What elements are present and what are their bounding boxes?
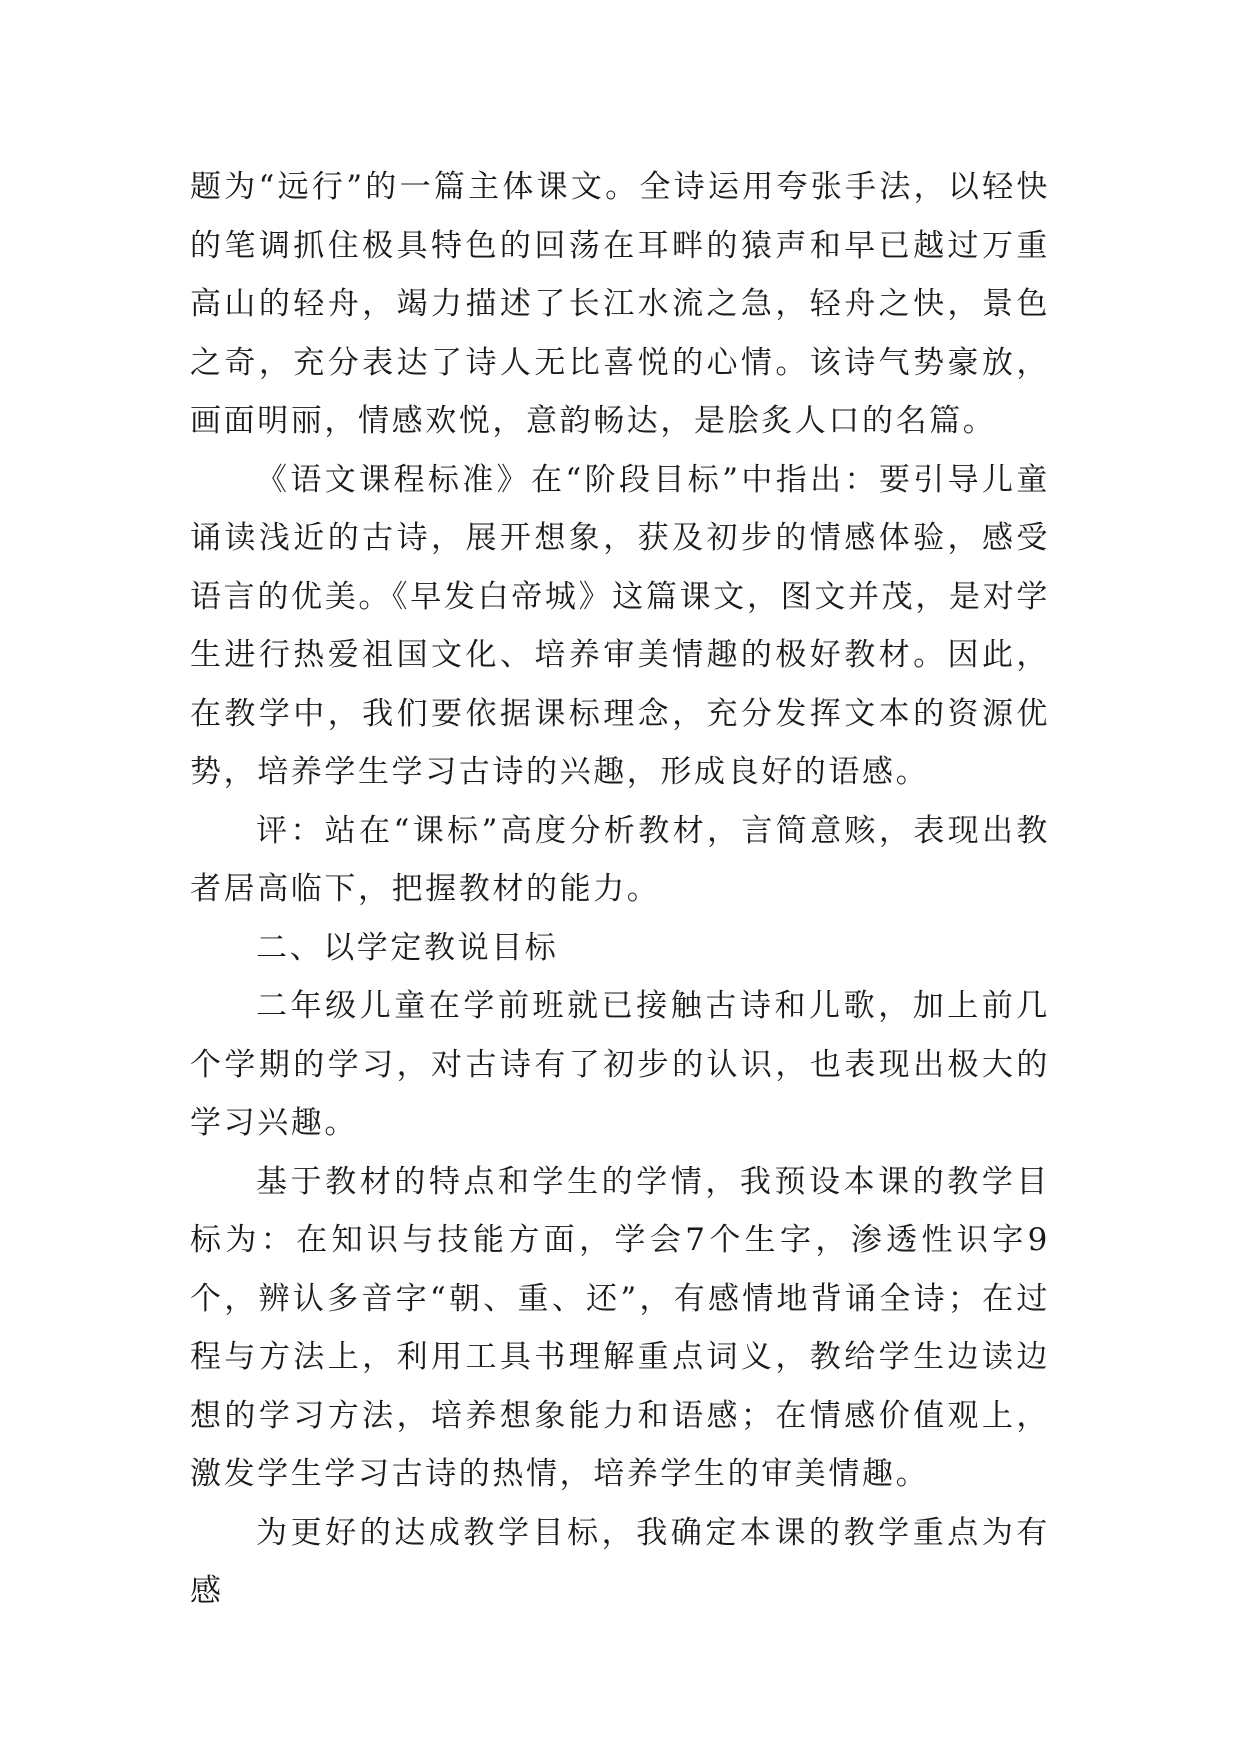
document-body [190, 158, 1050, 1621]
paragraph-curriculum-standard: 《语文课程标准》在“阶段目标”中指出：要引导儿童诵读浅近的古诗，展开想象，获及初步的情感体验，感受语言的优美。《早发白帝城》这篇课文，图文并茂，是对学生进行热爱祖国文化、培养审美情趣的极好教材。因此，在教学中，我们要依据课标理念，充分发挥文本的资源优势，培养学生学习古诗的兴趣，形成良好的语感。 [190, 461, 1050, 790]
paragraph-student-background: 二年级儿童在学前班就已接触古诗和儿歌，加上前几个学期的学习，对古诗有了初步的认识，也表现出极大的学习兴趣。 [190, 988, 1050, 1141]
paragraph-teaching-objectives: 基于教材的特点和学生的学情，我预设本课的教学目标为：在知识与技能方面，学会7个生字，渗透性识字9个，辨认多音字“朝、重、还”，有感情地背诵全诗；在过程与方法上，利用工具书理解重点词义，教给学生边读边想的学习方法，培养想象能力和语感；在情感价值观上，激发学生学习古诗的热情，培养学生的审美情趣。 [190, 1163, 1050, 1492]
paragraph-poem-analysis: 题为“远行”的一篇主体课文。全诗运用夸张手法，以轻快的笔调抓住极具特色的回荡在耳畔的猿声和早已越过万重高山的轻舟，竭力描述了长江水流之急，轻舟之快，景色之奇，充分表达了诗人无比喜悦的心情。该诗气势豪放，画面明丽，情感欢悦，意韵畅达，是脍炙人口的名篇。 [190, 169, 1050, 439]
paragraph-teaching-focus: 为更好的达成教学目标，我确定本课的教学重点为有感 [190, 1514, 1050, 1609]
paragraph-comment: 评：站在“课标”高度分析教材，言简意赅，表现出教者居高临下，把握教材的能力。 [190, 812, 1050, 907]
section-heading-objectives: 二、以学定教说目标 [256, 929, 559, 966]
